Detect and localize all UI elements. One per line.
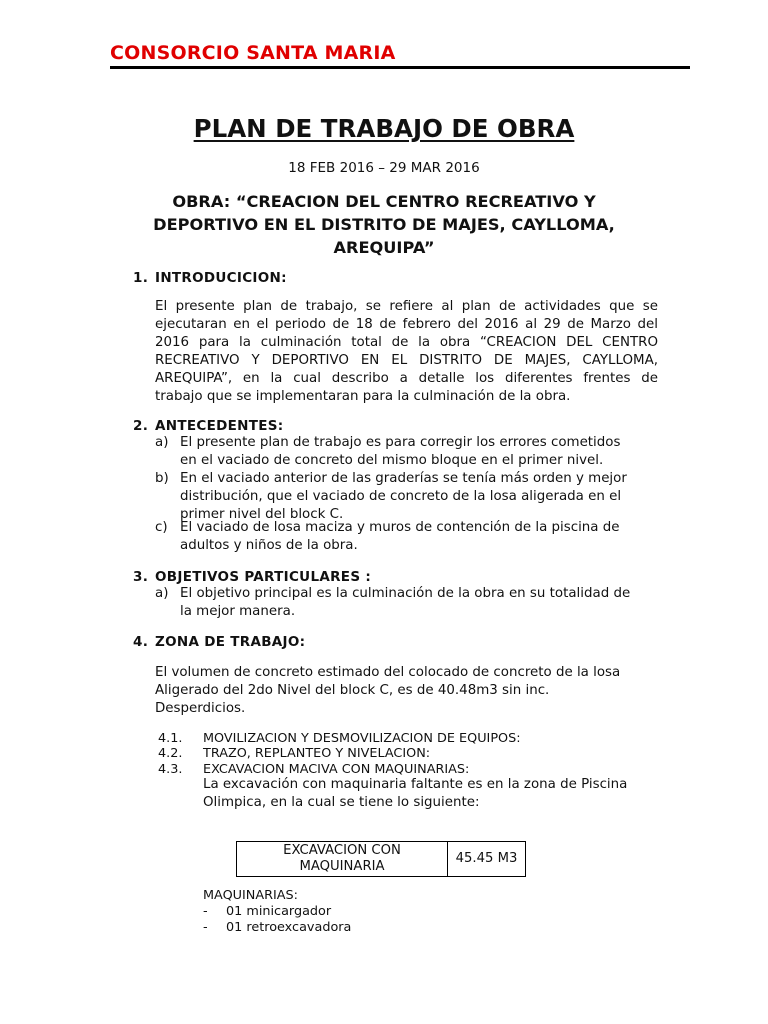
list-marker: a): [155, 586, 169, 601]
subsection-number: 4.3.: [158, 762, 183, 777]
paragraph-line: AREQUIPA”, en la cual describo a detalle los diferentes frentes de: [155, 371, 658, 386]
company-name: CONSORCIO SANTA MARIA: [110, 42, 396, 64]
project-name-line: OBRA: “CREACION DEL CENTRO RECREATIVO Y: [172, 192, 596, 211]
project-name-line: AREQUIPA”: [333, 238, 435, 257]
list-bullet: -: [203, 920, 208, 935]
document-title: PLAN DE TRABAJO DE OBRA: [193, 114, 575, 143]
section-label: ANTECEDENTES:: [155, 418, 284, 434]
table-cell-line: MAQUINARIA: [299, 859, 385, 874]
list-item-text: [180, 585, 660, 621]
subsection-item: [158, 731, 578, 747]
subsection-number: 4.1.: [158, 731, 183, 746]
paragraph-line: Aligerado del 2do Nivel del block C, es de 40.48m3 sin inc.: [155, 683, 550, 698]
section-number: 4.: [133, 634, 149, 650]
paragraph-line: RECREATIVO Y DEPORTIVO EN EL DISTRITO DE MAJES, CAYLLOMA,: [155, 353, 658, 368]
list-marker: a): [155, 435, 169, 450]
list-item-text: [180, 519, 660, 555]
paragraph-line: El presente plan de trabajo, se refiere al plan de actividades que se: [155, 299, 658, 314]
paragraph-line: Olimpica, en la cual se tiene lo siguiente:: [203, 795, 480, 810]
subsection-label: TRAZO, REPLANTEO Y NIVELACION:: [203, 746, 431, 761]
intro-paragraph: [155, 298, 658, 406]
subsection-number: 4.2.: [158, 746, 183, 761]
section-number: 1.: [133, 270, 149, 286]
list-item-line: en el vaciado de concreto del mismo bloque en el primer nivel.: [180, 453, 604, 468]
list-item-line: adultos y niños de la obra.: [180, 538, 358, 553]
list-item-line: la mejor manera.: [180, 604, 296, 619]
subsection-label: MOVILIZACION Y DESMOVILIZACION DE EQUIPOS:: [203, 731, 521, 746]
table-cell-value: 45.45 M3: [448, 842, 526, 877]
list-item-text: [180, 470, 660, 524]
header-rule: [110, 66, 690, 69]
subsection-item: [158, 746, 578, 762]
table-cell-line: EXCAVACION CON: [283, 843, 401, 858]
section-number: 2.: [133, 418, 149, 434]
list-item-line: primer nivel del block C.: [180, 507, 344, 522]
subsection-label: EXCAVACION MACIVA CON MAQUINARIAS:: [203, 762, 470, 777]
list-item: [203, 920, 503, 936]
project-name: [110, 190, 658, 259]
zona-paragraph: [155, 664, 665, 718]
list-item-line: El presente plan de trabajo es para corregir los errores cometidos: [180, 435, 621, 450]
project-name-line: DEPORTIVO EN EL DISTRITO DE MAJES, CAYLLOMA,: [153, 215, 615, 234]
section-heading-zona: [133, 634, 533, 652]
table-cell-label: [237, 842, 448, 877]
list-item-text: 01 retroexcavadora: [226, 920, 352, 935]
paragraph-line: ejecutaran en el periodo de 18 de febrero del 2016 al 29 de Marzo del: [155, 317, 658, 332]
excavacion-table: [236, 841, 526, 877]
list-item-text: 01 minicargador: [226, 904, 332, 919]
section-heading-introduccion: [133, 270, 533, 288]
section-label: INTRODUCICION:: [155, 270, 287, 286]
list-bullet: -: [203, 904, 208, 919]
paragraph-line: Desperdicios.: [155, 701, 246, 716]
list-marker: c): [155, 520, 168, 535]
section-label: OBJETIVOS PARTICULARES :: [155, 569, 372, 585]
paragraph-line: trabajo que se implementaran para la culminación de la obra.: [155, 389, 571, 404]
objetivos-list: [155, 585, 665, 625]
antecedentes-list: [155, 434, 665, 559]
subsection-list: [158, 731, 578, 781]
paragraph-line: La excavación con maquinaria faltante es en la zona de Piscina: [203, 777, 628, 792]
list-item: [203, 904, 503, 920]
list-item-text: [180, 434, 660, 470]
date-range: 18 FEB 2016 – 29 MAR 2016: [288, 160, 480, 176]
maquinarias-label: MAQUINARIAS:: [203, 888, 298, 903]
paragraph-line: 2016 para la culminación total de la obra “CREACION DEL CENTRO: [155, 335, 658, 350]
table-row: [237, 842, 526, 877]
list-item-line: El vaciado de losa maciza y muros de contención de la piscina de: [180, 520, 620, 535]
list-item-line: El objetivo principal es la culminación de la obra en su totalidad de: [180, 586, 631, 601]
maquinarias-block: [203, 888, 503, 940]
list-marker: b): [155, 471, 169, 486]
section-label: ZONA DE TRABAJO:: [155, 634, 306, 650]
list-item-line: distribución, que el vaciado de concreto de la losa aligerada en el: [180, 489, 622, 504]
excavacion-paragraph: [203, 776, 673, 812]
paragraph-line: El volumen de concreto estimado del colocado de concreto de la losa: [155, 665, 621, 680]
list-item-line: En el vaciado anterior de las graderías se tenía más orden y mejor: [180, 471, 627, 486]
section-number: 3.: [133, 569, 149, 585]
